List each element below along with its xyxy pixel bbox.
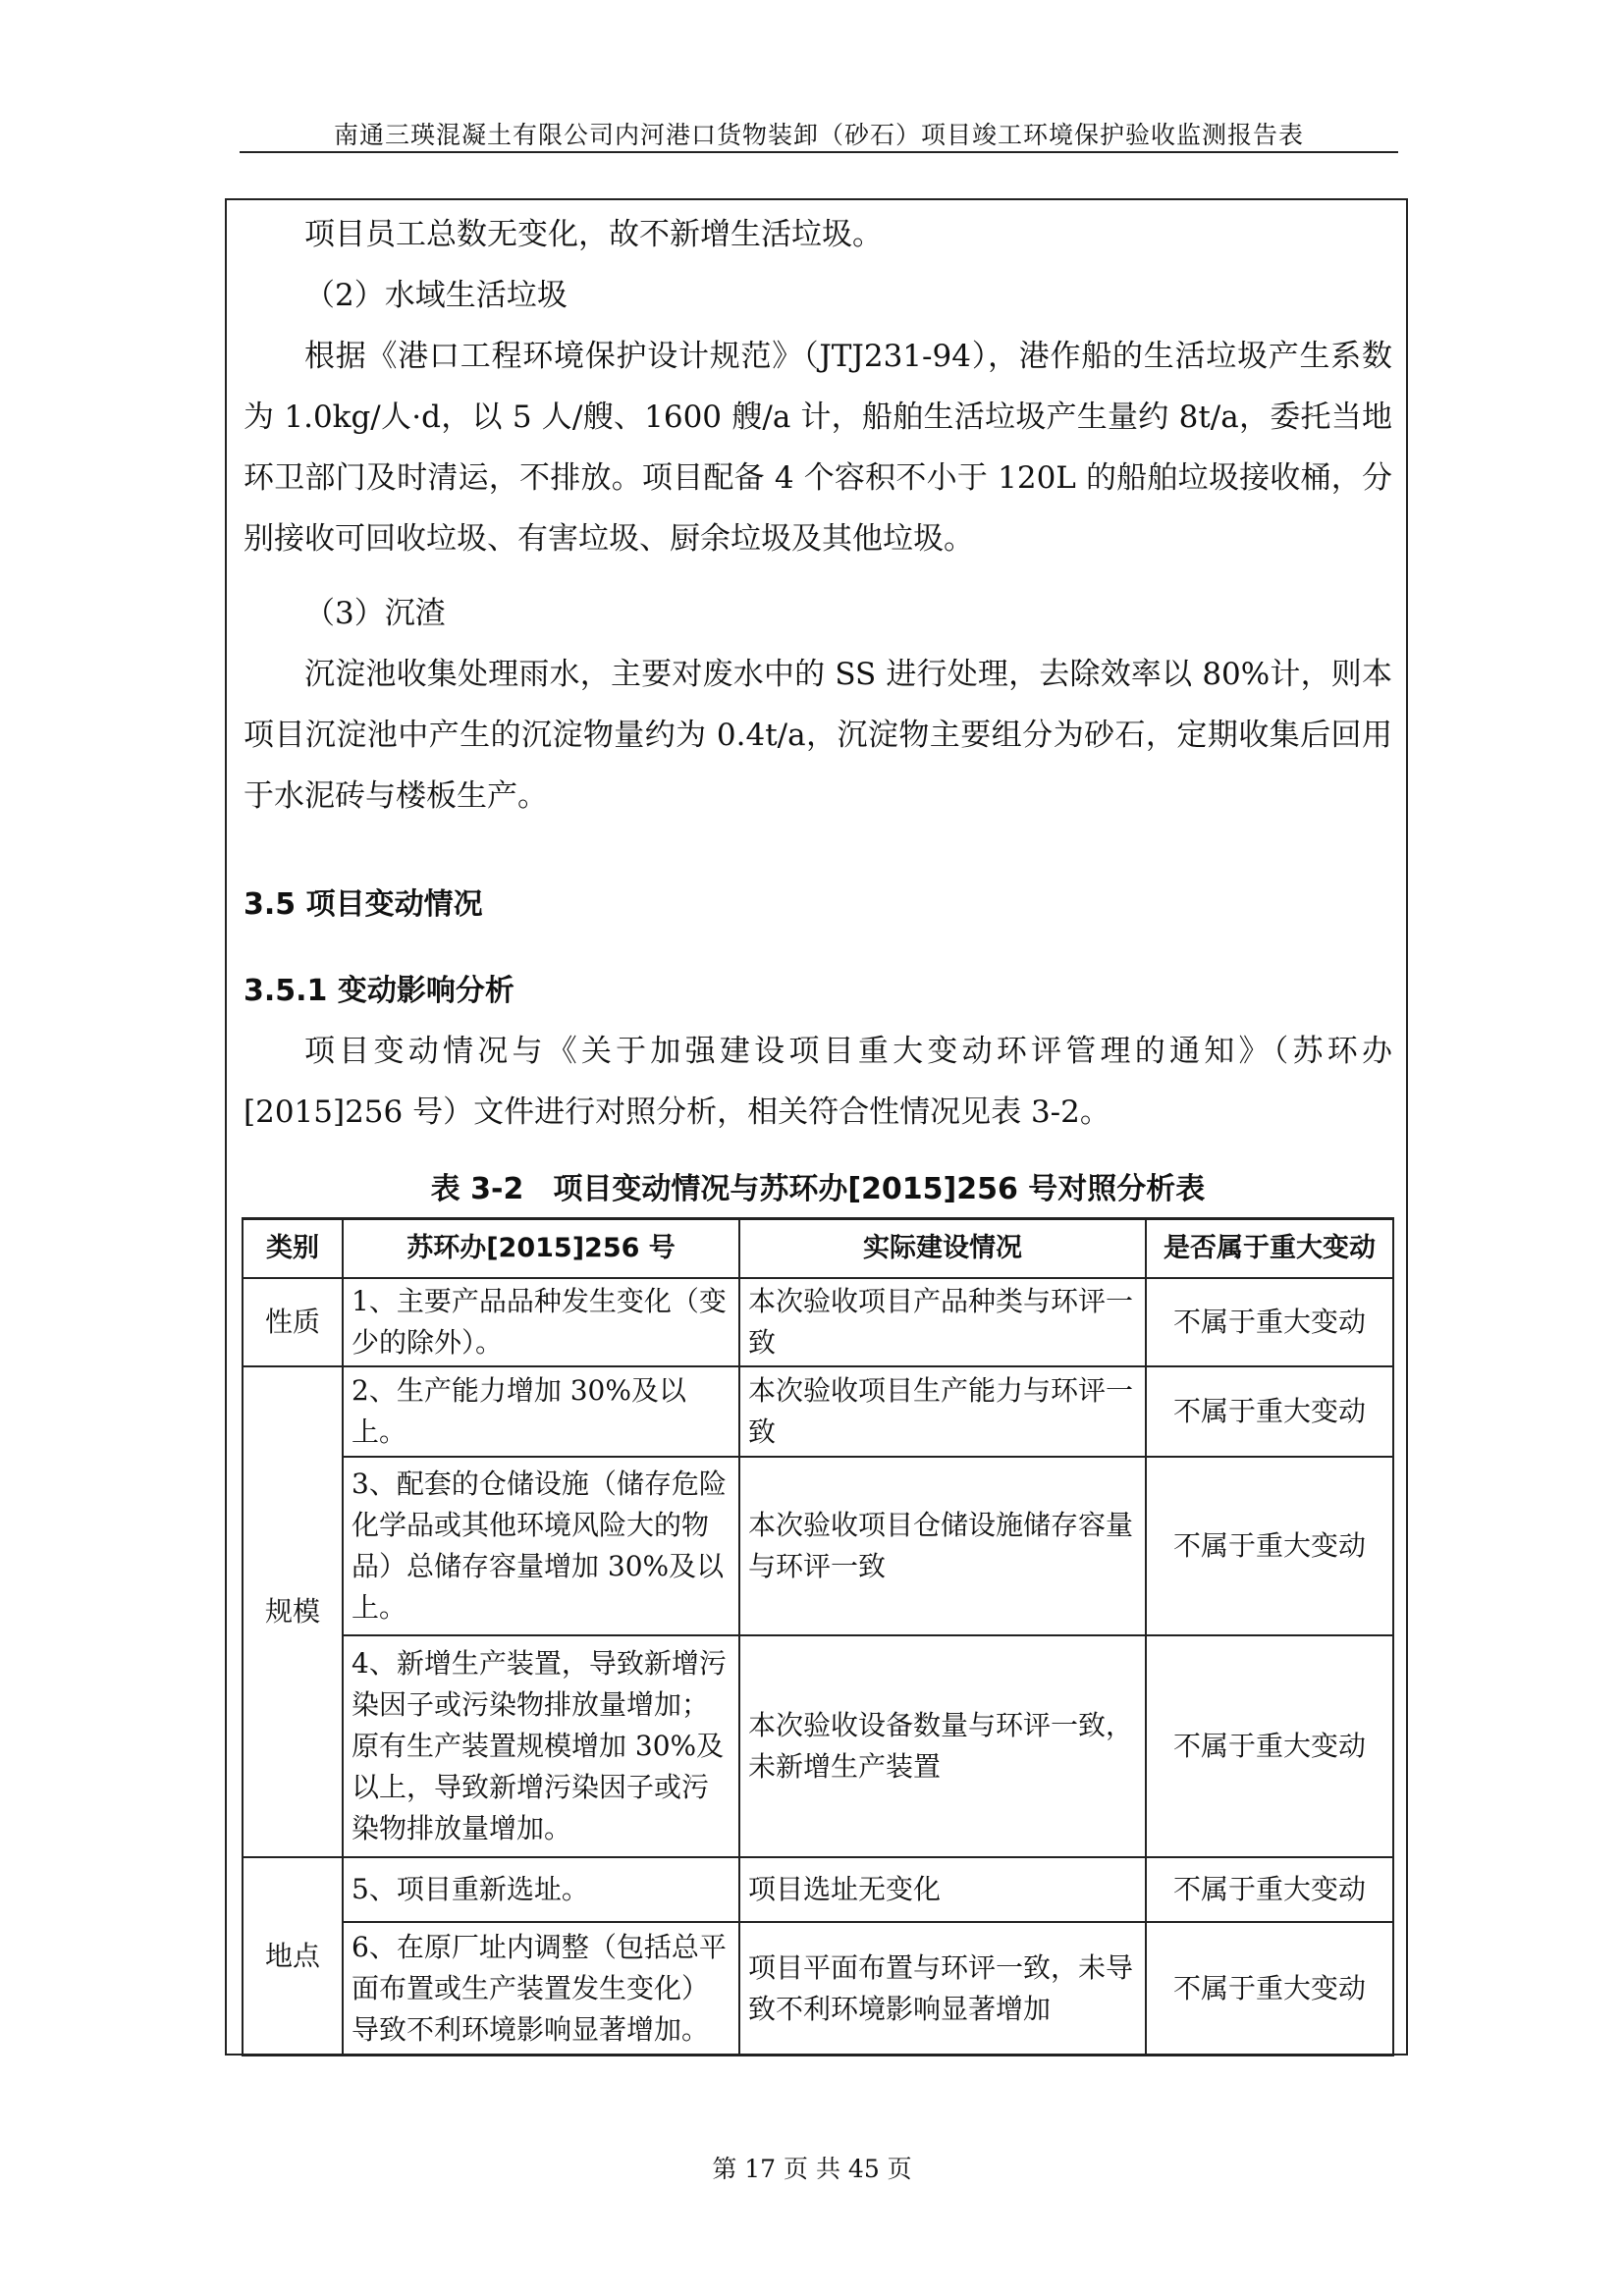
regulation-cell: 6、在原厂址内调整（包括总平面布置或生产装置发生变化）导致不利环境影响显著增加。 [343,1922,739,2056]
category-cell: 规模 [243,1366,343,1857]
regulation-cell: 2、生产能力增加 30%及以上。 [343,1366,739,1457]
section-heading-3-5: 3.5 项目变动情况 [244,887,483,922]
result-cell: 不属于重大变动 [1146,1857,1393,1922]
page-number: 第 17 页 共 45 页 [712,2155,912,2183]
page-header-title: 南通三瑛混凝土有限公司内河港口货物装卸（砂石）项目竣工环境保护验收监测报告表 [333,121,1304,149]
table-caption: 表 3-2 项目变动情况与苏环办[2015]256 号对照分析表 [430,1172,1206,1206]
result-cell: 不属于重大变动 [1146,1457,1393,1635]
regulation-cell: 3、配套的仓储设施（储存危险化学品或其他环境风险大的物品）总储存容量增加 30%及以上。 [343,1457,739,1635]
header-major-change: 是否属于重大变动 [1146,1219,1393,1279]
regulation-cell: 1、主要产品品种发生变化（变少的除外）。 [343,1278,739,1366]
result-cell: 不属于重大变动 [1146,1278,1393,1366]
header-regulation: 苏环办[2015]256 号 [343,1219,739,1279]
subheading-water-garbage: （2）水域生活垃圾 [304,278,568,313]
category-cell: 地点 [243,1857,343,2056]
regulation-cell: 4、新增生产装置，导致新增污染因子或污染物排放量增加；原有生产装置规模增加 30%及以上，导致新增污染因子或污染物排放量增加。 [343,1635,739,1857]
table-row [243,1922,1393,2056]
regulation-cell: 5、项目重新选址。 [343,1857,739,1922]
section-heading-3-5-1: 3.5.1 变动影响分析 [244,974,514,1008]
table-row [243,1457,1393,1635]
subheading-sediment: （3）沉渣 [304,596,446,631]
actual-cell: 本次验收项目产品种类与环评一致 [739,1278,1146,1366]
table-row [243,1635,1393,1857]
actual-cell: 项目选址无变化 [739,1857,1146,1922]
header-actual: 实际建设情况 [739,1219,1146,1279]
paragraph-sediment: 沉淀池收集处理雨水，主要对废水中的 SS 进行处理，去除效率以 80%计，则本项目沉淀池中产生的沉淀物量约为 0.4t/a，沉淀物主要组分为砂石，定期收集后回用于水泥砖与楼板生产。 [244,657,1392,814]
actual-cell: 本次验收项目仓储设施储存容量与环评一致 [739,1457,1146,1635]
result-cell: 不属于重大变动 [1146,1922,1393,2056]
actual-cell: 本次验收设备数量与环评一致，未新增生产装置 [739,1635,1146,1857]
header-rule [240,151,1398,153]
paragraph-water-garbage: 根据《港口工程环境保护设计规范》（JTJ231-94），港作船的生活垃圾产生系数为 1.0kg/人·d，以 5 人/艘、1600 艘/a 计，船舶生活垃圾产生量约 8t/a，委托当地环卫部门及时清运，不排放。项目配备 4 个容积不小于 120L 的船舶垃圾接收桶，分别接收可回收垃圾、有害垃圾、厨余垃圾及其他垃圾。 [244,339,1392,557]
actual-cell: 项目平面布置与环评一致，未导致不利环境影响显著增加 [739,1922,1146,2056]
table-row [243,1857,1393,1922]
header-category: 类别 [243,1219,343,1279]
result-cell: 不属于重大变动 [1146,1366,1393,1457]
paragraph-change-analysis: 项目变动情况与《关于加强建设项目重大变动环评管理的通知》（苏环办[2015]256 号）文件进行对照分析，相关符合性情况见表 3-2。 [244,1034,1392,1130]
table-header-row [243,1219,1393,1279]
comparison-table [242,1217,1394,2056]
category-cell: 性质 [243,1278,343,1366]
paragraph-no-new-garbage: 项目员工总数无变化，故不新增生活垃圾。 [304,217,883,252]
actual-cell: 本次验收项目生产能力与环评一致 [739,1366,1146,1457]
table-row [243,1278,1393,1366]
table-row [243,1366,1393,1457]
result-cell: 不属于重大变动 [1146,1635,1393,1857]
